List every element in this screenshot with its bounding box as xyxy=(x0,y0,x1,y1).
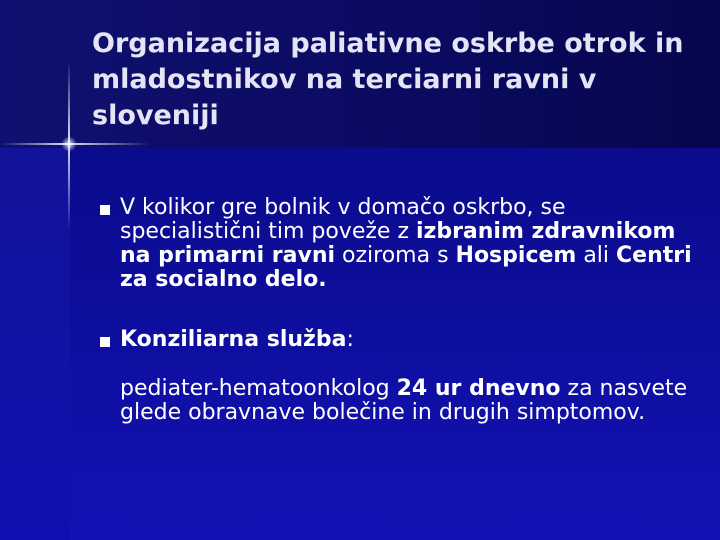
left-strip xyxy=(0,148,70,540)
bullet-1-text-part: oziroma s xyxy=(335,243,456,268)
paragraph-3-text-part: za nasvete glede obravnave bolečine in drugih simptomov. xyxy=(120,376,688,425)
paragraph-3-bold-24ur: 24 ur dnevno xyxy=(396,376,561,401)
bullet-1-text-part: V kolikor gre bolnik v domačo oskrbo, se specialistični tim poveže z xyxy=(120,195,566,244)
paragraph-3-text xyxy=(120,377,700,425)
light-flare-center xyxy=(62,137,76,151)
bullet-2-text xyxy=(120,328,700,352)
bullet-square-icon xyxy=(100,337,110,347)
paragraph-3-text-part: pediater-hematoonkolog xyxy=(120,376,397,401)
bullet-square-icon xyxy=(100,205,110,215)
bullet-1-text-part: ali xyxy=(576,243,617,268)
bullet-2-colon: : xyxy=(346,327,354,352)
bullet-1-bold-hospicem: Hospicem xyxy=(455,243,577,268)
bullet-1-bold-izbranim: izbranim zdravnikom na primarni ravni xyxy=(120,219,676,268)
slide-title: Organizacija paliativne oskrbe otrok in mladostnikov na terciarni ravni v sloveniji xyxy=(92,28,684,131)
bullet-1-text xyxy=(120,196,700,292)
bullet-1-bold-centri: Centri za socialno delo. xyxy=(120,243,692,292)
bullet-2-bold-konziliarna: Konziliarna služba xyxy=(120,327,347,352)
